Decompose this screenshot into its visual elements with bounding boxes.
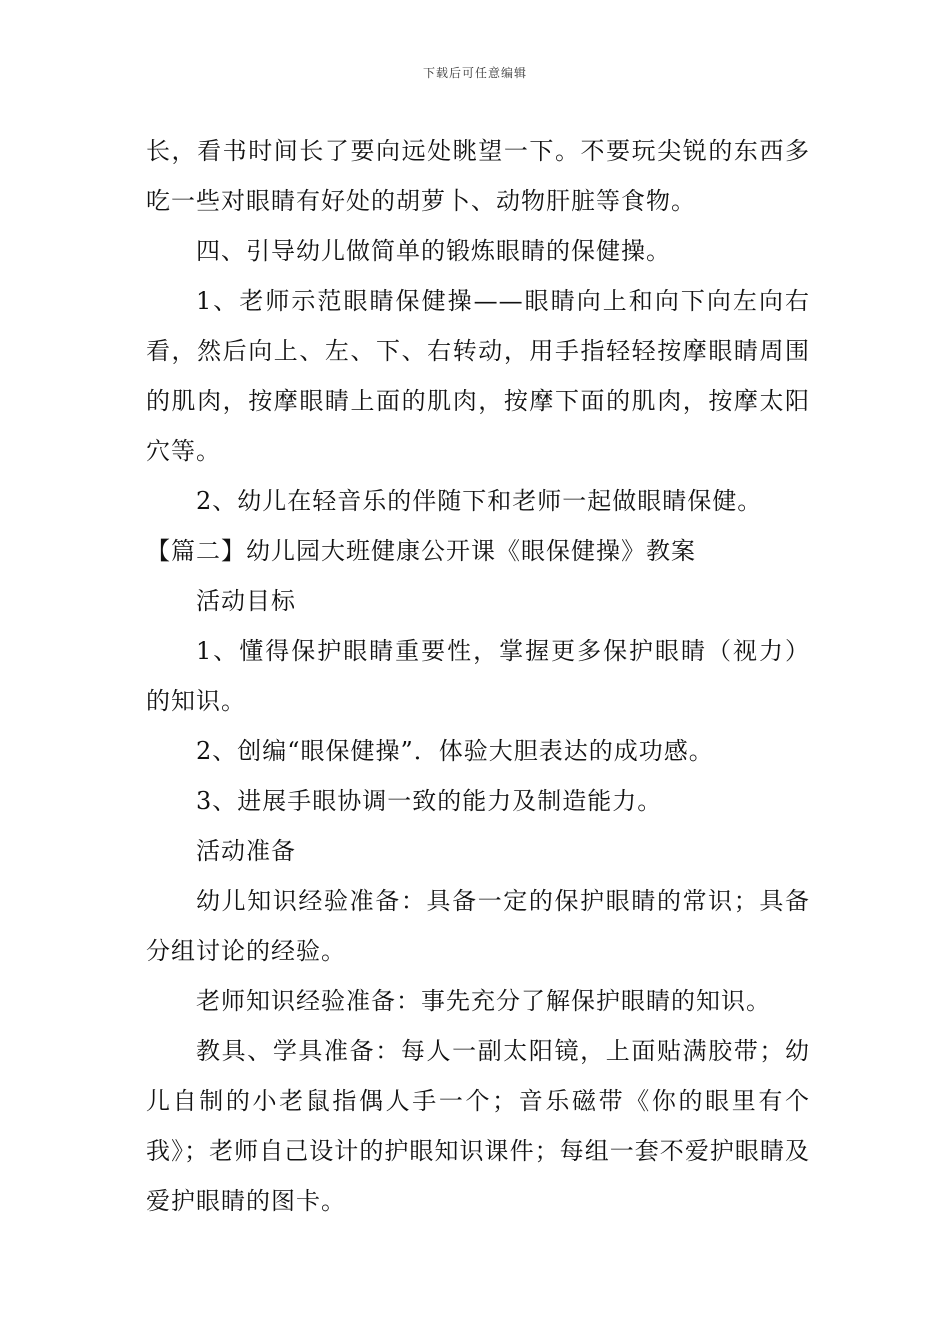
goal-item-two: 2、创编“眼保健操”．体验大胆表达的成功感。 bbox=[196, 737, 714, 765]
goal-item-one: 1、懂得保护眼睛重要性，掌握更多保护眼睛（视力）的知识。 bbox=[146, 637, 810, 715]
prep-teaching-materials: 教具、学具准备：每人一副太阳镜，上面贴满胶带；幼儿自制的小老鼠指偶人手一个；音乐磁带《你的眼里有个我》；老师自己设计的护眼知识课件；每组一套不爱护眼睛及爱护眼睛的图卡。 bbox=[146, 1037, 810, 1215]
prep-teacher-knowledge: 老师知识经验准备：事先充分了解保护眼睛的知识。 bbox=[196, 987, 771, 1015]
subheading-activity-preparation: 活动准备 bbox=[196, 837, 296, 865]
paragraph-continuation: 长，看书时间长了要向远处眺望一下。不要玩尖锐的东西多吃一些对眼睛有好处的胡萝卜、动物肝脏等食物。 bbox=[146, 137, 810, 215]
paragraph-step-two: 2、幼儿在轻音乐的伴随下和老师一起做眼睛保健。 bbox=[196, 487, 763, 515]
subheading-activity-goals: 活动目标 bbox=[196, 587, 296, 615]
page-header: 下载后可任意编辑 bbox=[422, 66, 527, 80]
paragraph-section-four: 四、引导幼儿做简单的锻炼眼睛的保健操。 bbox=[196, 237, 671, 265]
prep-children-knowledge: 幼儿知识经验准备：具备一定的保护眼睛的常识；具备分组讨论的经验。 bbox=[146, 887, 810, 965]
document-body bbox=[146, 126, 810, 1226]
paragraph-step-one: 1、老师示范眼睛保健操——眼睛向上和向下向左向右看，然后向上、左、下、右转动，用手指轻轻按摩眼睛周围的肌肉，按摩眼睛上面的肌肉，按摩下面的肌肉，按摩太阳穴等。 bbox=[146, 287, 810, 465]
section-heading-part-two: 【篇二】幼儿园大班健康公开课《眼保健操》教案 bbox=[146, 537, 696, 565]
goal-item-three: 3、进展手眼协调一致的能力及制造能力。 bbox=[196, 787, 663, 815]
